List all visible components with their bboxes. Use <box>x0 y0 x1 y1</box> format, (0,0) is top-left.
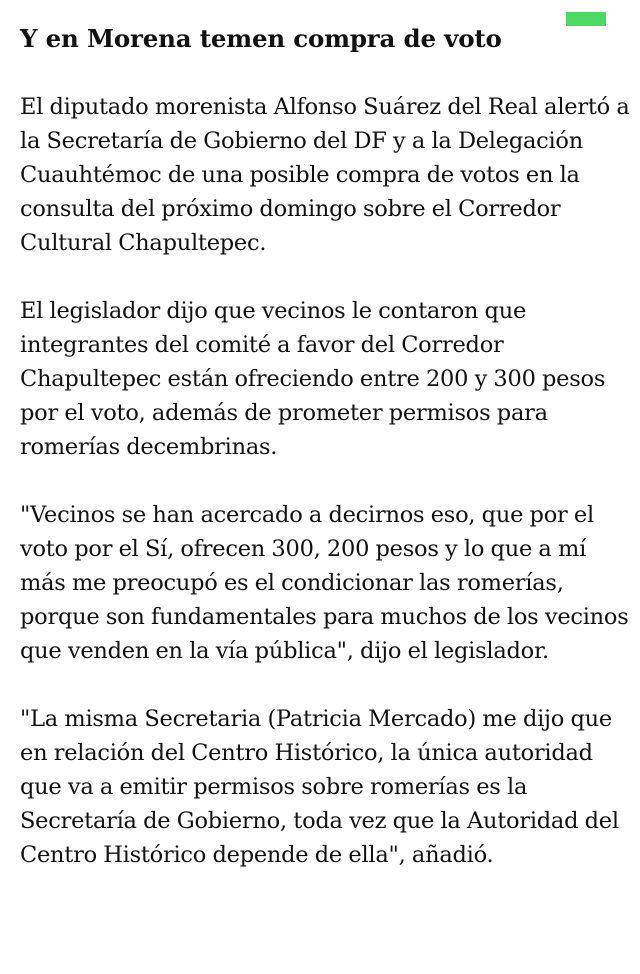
article-headline: Y en Morena temen compra de voto <box>20 24 502 53</box>
article-paragraph: "Vecinos se han acercado a decirnos eso, que por el voto por el Sí, ofrecen 300, 200 pesos y lo que a mí más me preocupó es el condicionar las romerías, porque son fundamentales para muchos de los vecinos que venden en la vía pública", dijo el legislador. <box>20 502 629 664</box>
article-paragraph: El legislador dijo que vecinos le contaron que integrantes del comité a favor del Corredor Chapultepec están ofreciendo entre 200 y 300 pesos por el voto, además de prometer permisos para romerías decembrinas. <box>20 298 606 460</box>
article-paragraph: "La misma Secretaria (Patricia Mercado) me dijo que en relación del Centro Histórico, la única autoridad que va a emitir permisos sobre romerías es la Secretaría de Gobierno, toda vez que la Autoridad del Centro Histórico depende de ella", añadió. <box>20 706 619 868</box>
article-paragraph: El diputado morenista Alfonso Suárez del Real alertó a la Secretaría de Gobierno del DF y a la Delegación Cuauhtémoc de una posible compra de votos en la consulta del próximo domingo sobre el Corredor Cultural Chapultepec. <box>20 94 630 256</box>
news-article <box>20 22 632 872</box>
